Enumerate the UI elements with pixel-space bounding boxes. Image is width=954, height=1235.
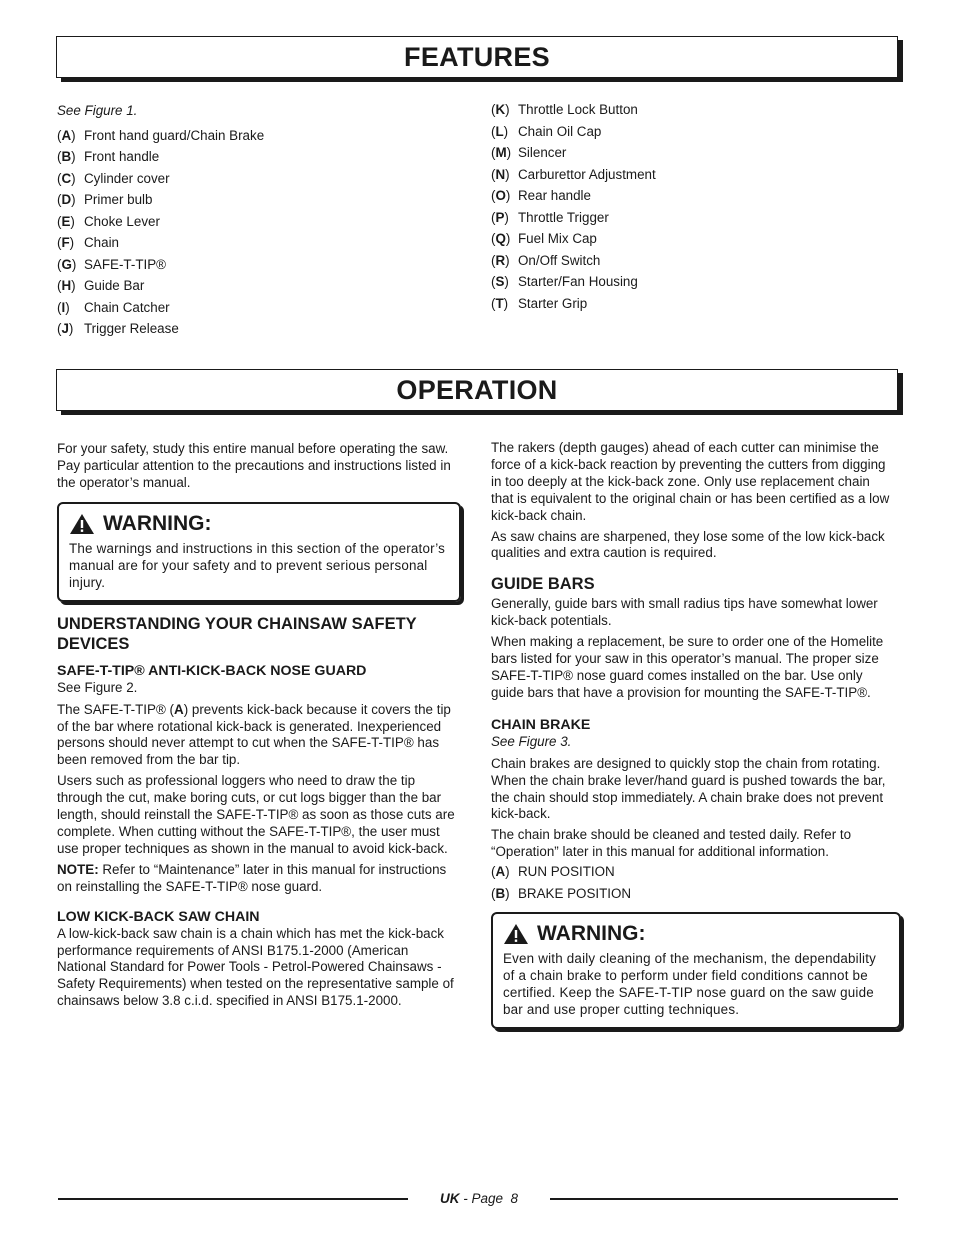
item-letter: (J)	[57, 321, 74, 337]
chain-brake-paragraph-2: The chain brake should be cleaned and tested daily. Refer to “Operation” later in this manual for additional information.	[491, 827, 852, 860]
chain-brake-heading: CHAIN BRAKE	[491, 716, 591, 733]
item-text: Choke Lever	[84, 213, 160, 229]
item-letter: (M)	[491, 145, 512, 160]
item-text: Chain	[84, 235, 119, 251]
item-letter: (F)	[57, 235, 75, 251]
warning-heading: WARNING:	[537, 922, 646, 946]
item-letter: (L)	[491, 123, 509, 139]
item-text: On/Off Switch	[518, 252, 601, 268]
warning-header	[69, 512, 449, 536]
item-text: Carburettor Adjustment	[518, 166, 656, 182]
item-text: BRAKE POSITION	[518, 885, 632, 901]
safetip-paragraph-1: The SAFE-T-TIP® (A) prevents kick-back because it covers the tip of the bar where rotational kick-back is generated. Inexperienced persons should never attempt to cut when the SAFE-T-TIP® has been removed from the bar tip.	[57, 701, 451, 768]
list-item	[491, 293, 891, 315]
item-letter: (Q)	[491, 231, 511, 246]
list-item	[491, 99, 891, 121]
item-letter: (A)	[57, 127, 76, 143]
item-text: Primer bulb	[84, 192, 153, 208]
safetip-note: NOTE: Refer to “Maintenance” later in this manual for instructions on reinstalling the SAFE-T-TIP® nose guard.	[57, 861, 447, 894]
features-right-column	[491, 99, 891, 314]
guide-bars-heading: GUIDE BARS	[491, 575, 595, 594]
operation-right-column	[491, 440, 893, 1029]
features-banner	[56, 36, 898, 78]
item-text: Guide Bar	[84, 278, 145, 294]
warning-box-chain-brake	[491, 912, 901, 1029]
item-letter: (A)	[491, 864, 510, 880]
item-text: Cylinder cover	[84, 170, 170, 186]
low-kickback-paragraph: A low-kick-back saw chain is a chain which has met the kick-back performance requirements of ANSI B175.1-2000 (American National Standard for Power Tools - Petrol-Powered Chainsaws - Safety Requirements) when tested on the representative sample of chainsaws below 3.8 c.i.d. specified in ANSI B175.1-2000.	[57, 925, 454, 1009]
features-figure-ref: See Figure 1.	[57, 103, 138, 118]
item-letter: (B)	[57, 149, 76, 165]
guide-bars-paragraph-2: When making a replacement, be sure to order one of the Homelite bars listed for your saw in this operator’s manual. The proper size SAFE-T-TIP® nose guard comes installed on the bar. Use only guide bars that have a provision for mounting the SAFE-T-TIP®.	[491, 634, 884, 700]
list-item	[491, 185, 891, 207]
item-text: SAFE-T-TIP®	[84, 256, 167, 272]
warning-triangle-icon	[503, 923, 529, 945]
operation-banner	[56, 369, 898, 411]
features-list-left	[57, 125, 457, 340]
item-letter: (D)	[57, 192, 76, 208]
item-text: Chain Catcher	[84, 299, 170, 315]
page-footer	[58, 1189, 898, 1209]
list-item	[57, 254, 457, 276]
warning-heading: WARNING:	[103, 511, 212, 535]
item-letter: (O)	[491, 188, 511, 203]
list-item	[57, 232, 457, 254]
list-item	[57, 189, 457, 211]
chain-brake-figure-ref: See Figure 3.	[491, 733, 572, 749]
list-item	[491, 121, 891, 143]
item-text: Throttle Lock Button	[518, 102, 638, 117]
rakers-paragraph-2: As saw chains are sharpened, they lose some of the low kick-back qualities and extra caution is required.	[491, 528, 885, 561]
item-letter: (I)	[57, 299, 70, 315]
list-item	[491, 250, 891, 272]
item-text: Starter/Fan Housing	[518, 274, 638, 289]
safetip-figure-ref: See Figure 2.	[57, 679, 138, 695]
safetip-heading: SAFE-T-TIP® ANTI-KICK-BACK NOSE GUARD	[57, 662, 367, 679]
list-item	[491, 142, 891, 164]
features-left-column	[57, 103, 457, 340]
footer-rule-right	[550, 1198, 898, 1200]
list-item	[491, 861, 893, 883]
item-text: Fuel Mix Cap	[518, 231, 597, 246]
guide-bars-paragraph-1: Generally, guide bars with small radius tips have somewhat lower kick-back potentials.	[491, 596, 878, 629]
low-kickback-heading: LOW KICK-BACK SAW CHAIN	[57, 908, 260, 925]
list-item	[57, 125, 457, 147]
list-item	[491, 207, 891, 229]
list-item	[57, 211, 457, 233]
safetip-paragraph-2: Users such as professional loggers who need to draw the tip through the cut, make boring cuts, or cut logs bigger than the bar length, should reinstall the SAFE-T-TIP® as soon as those cuts are complete. When cutting without the SAFE-T-TIP®, the user must use proper techniques as shown in the manual to avoid kick-back.	[57, 773, 455, 856]
item-text: Front hand guard/Chain Brake	[84, 127, 265, 143]
list-item	[57, 318, 457, 340]
item-text: Throttle Trigger	[518, 209, 609, 225]
list-item	[57, 275, 457, 297]
item-letter: (H)	[57, 278, 76, 294]
list-item	[57, 168, 457, 190]
footer-rule-left	[58, 1198, 408, 1200]
understanding-heading: UNDERSTANDING YOUR CHAINSAW SAFETY DEVICES	[57, 614, 417, 653]
warning-box-safety	[57, 502, 461, 602]
features-title: FEATURES	[404, 42, 550, 72]
chain-brake-paragraph-1: Chain brakes are designed to quickly stop the chain from rotating. When the chain brake lever/hand guard is pushed towards the bar, the chain should stop immediately. A chain brake does not prevent kick-back.	[491, 755, 886, 822]
warning-header	[503, 922, 889, 946]
chain-brake-list	[491, 861, 893, 904]
list-item	[491, 164, 891, 186]
item-text: Rear handle	[518, 188, 591, 203]
list-item	[491, 228, 891, 250]
list-item	[57, 146, 457, 168]
item-letter: (T)	[491, 295, 509, 311]
item-letter: (R)	[491, 252, 510, 268]
item-letter: (N)	[491, 166, 510, 182]
item-text: RUN POSITION	[518, 864, 615, 880]
item-letter: (P)	[491, 209, 509, 225]
item-letter: (S)	[491, 274, 509, 289]
list-item	[491, 883, 893, 905]
operation-left-column	[57, 441, 459, 1014]
item-letter: (E)	[57, 213, 75, 229]
operation-title: OPERATION	[396, 375, 558, 405]
intro-paragraph: For your safety, study this entire manual before operating the saw. Pay particular attention to the precautions and instructions listed in the operator’s manual.	[57, 441, 451, 490]
warning-text: Even with daily cleaning of the mechanism, the dependability of a chain brake to perform under field conditions cannot be certified. Keep the SAFE-T-TIP nose guard on the saw guide bar and use proper cutting techniques.	[503, 951, 877, 1018]
list-item	[57, 297, 457, 319]
item-text: Silencer	[518, 145, 567, 160]
warning-triangle-icon	[69, 513, 95, 535]
item-letter: (G)	[57, 256, 77, 272]
item-letter: (C)	[57, 170, 76, 186]
item-text: Chain Oil Cap	[518, 123, 602, 139]
item-text: Starter Grip	[518, 295, 588, 311]
item-letter: (B)	[491, 885, 510, 901]
item-letter: (K)	[491, 102, 510, 117]
list-item	[491, 271, 891, 293]
rakers-paragraph-1: The rakers (depth gauges) ahead of each cutter can minimise the force of a kick-back reaction by preventing the cutters from digging in too deeply at the kick-back zone. Only use replacement chain that is equivalent to the original chain or has been certified as a low kick-back chain.	[491, 440, 890, 523]
features-list-right	[491, 99, 891, 314]
item-text: Front handle	[84, 149, 160, 165]
warning-text: The warnings and instructions in this section of the operator’s manual are for your safety and to prevent serious personal injury.	[69, 540, 446, 590]
page-number: UK - Page 8	[439, 1191, 519, 1206]
item-text: Trigger Release	[84, 321, 179, 337]
